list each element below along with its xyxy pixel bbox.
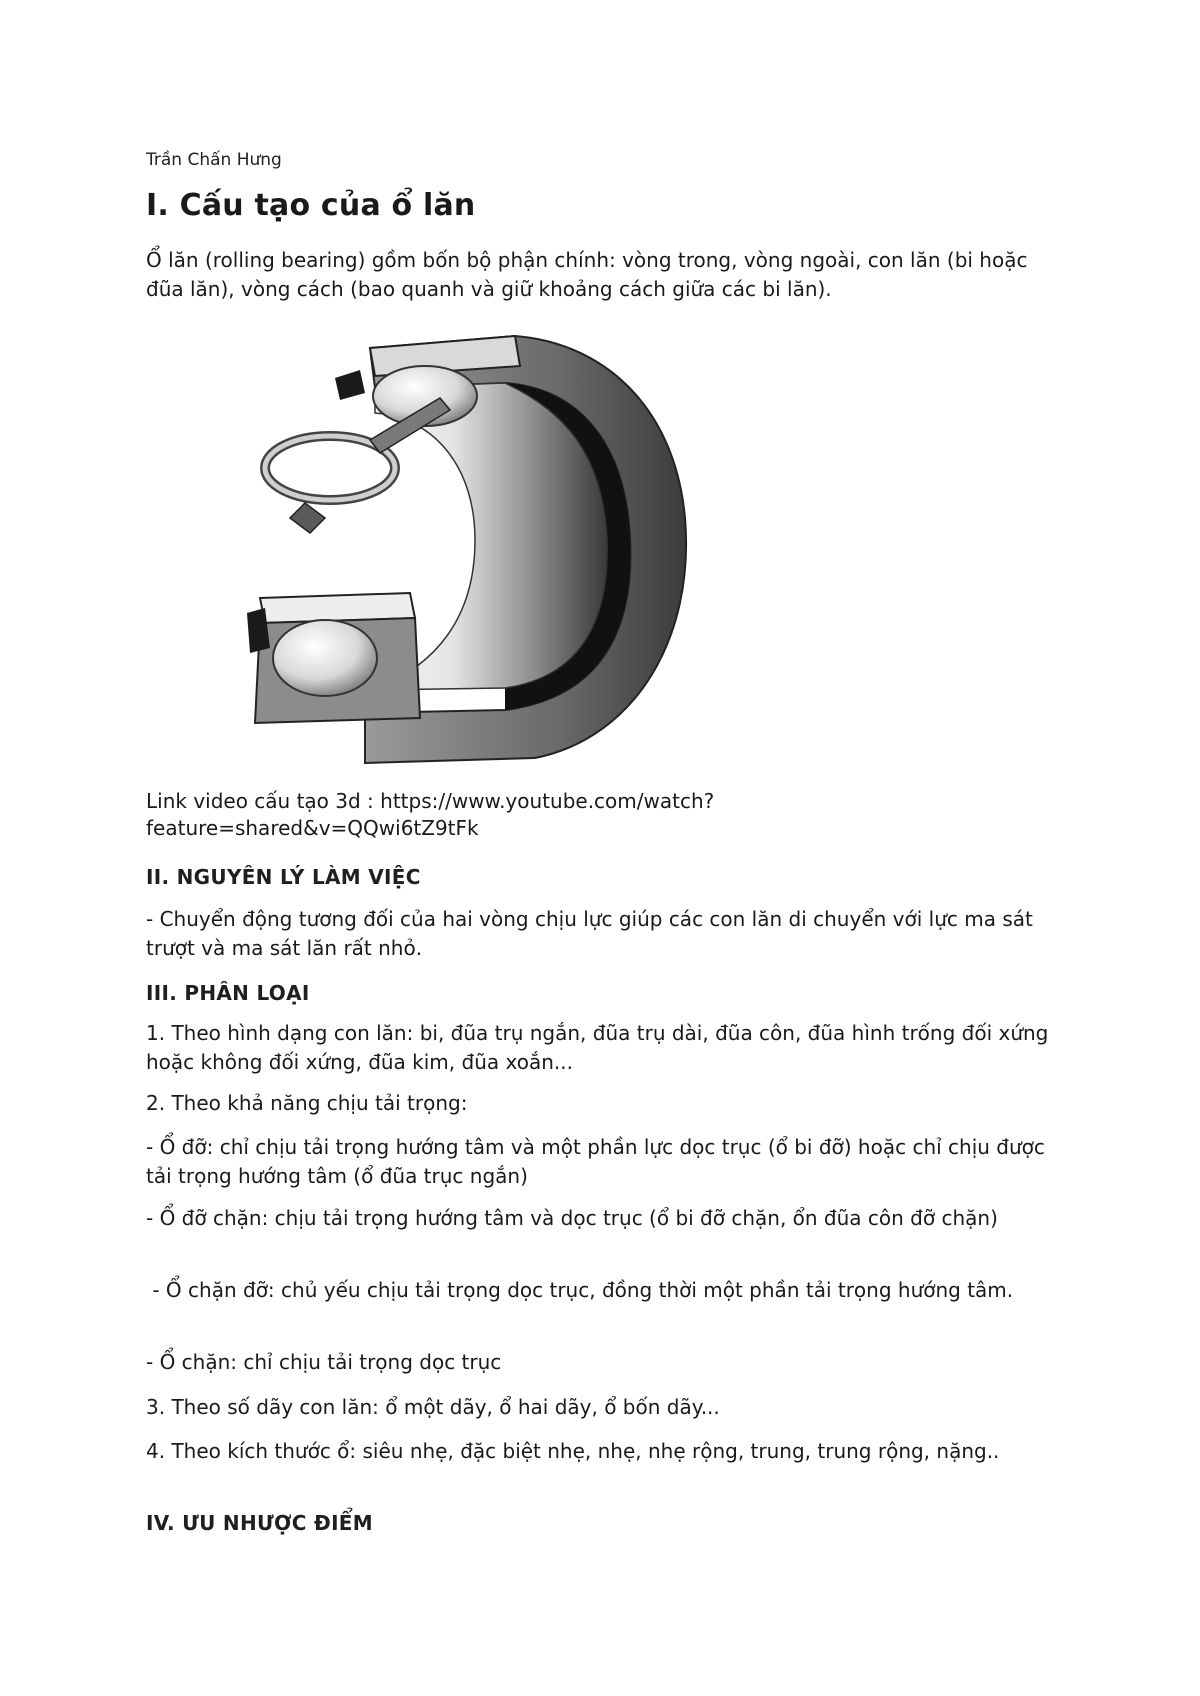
author-name: Trần Chấn Hưng	[146, 150, 282, 170]
classification-item: 4. Theo kích thước ổ: siêu nhẹ, đặc biệt nhẹ, nhẹ, nhẹ rộng, trung, trung rộng, nặng..	[146, 1439, 1000, 1463]
section-1-heading: I. Cấu tạo của ổ lăn	[146, 188, 476, 223]
section-2-text: - Chuyển động tương đối của hai vòng chịu lực giúp các con lăn di chuyển với lực ma sát trượt và ma sát lăn rất nhỏ.	[146, 907, 1033, 960]
classification-item: 3. Theo số dãy con lăn: ổ một dãy, ổ hai dãy, ổ bốn dãy...	[146, 1395, 720, 1419]
classification-item: - Ổ đỡ chặn: chịu tải trọng hướng tâm và dọc trục (ổ bi đỡ chặn, ổn đũa côn đỡ chặn)	[146, 1206, 998, 1230]
classification-item: - Ổ chặn đỡ: chủ yếu chịu tải trọng dọc trục, đồng thời một phần tải trọng hướng tâm.	[146, 1278, 1014, 1302]
bearing-cutaway-image	[175, 318, 740, 770]
section-3-heading: III. PHÂN LOẠI	[146, 981, 310, 1005]
classification-item: - Ổ đỡ: chỉ chịu tải trọng hướng tâm và một phần lực dọc trục (ổ bi đỡ) hoặc chỉ chịu được tải trọng hướng tâm (ổ đũa trục ngắn)	[146, 1135, 1045, 1188]
classification-item: - Ổ chặn: chỉ chịu tải trọng dọc trục	[146, 1350, 502, 1374]
classification-item: 1. Theo hình dạng con lăn: bi, đũa trụ ngắn, đũa trụ dài, đũa côn, đũa hình trống đối xứng hoặc không đối xứng, đũa kim, đũa xoắn...	[146, 1021, 1049, 1074]
section-1-intro: Ổ lăn (rolling bearing) gồm bốn bộ phận chính: vòng trong, vòng ngoài, con lăn (bi hoặc đũa lăn), vòng cách (bao quanh và giữ khoảng cách giữa các bi lăn).	[146, 248, 1028, 301]
section-2-heading: II. NGUYÊN LÝ LÀM VIỆC	[146, 865, 421, 889]
classification-item: 2. Theo khả năng chịu tải trọng:	[146, 1091, 468, 1115]
video-link-line-1[interactable]: Link video cấu tạo 3d : https://www.youtube.com/watch?	[146, 789, 715, 813]
video-link-line-2[interactable]: feature=shared&v=QQwi6tZ9tFk	[146, 816, 479, 840]
section-4-heading: IV. ƯU NHƯỢC ĐIỂM	[146, 1511, 373, 1535]
